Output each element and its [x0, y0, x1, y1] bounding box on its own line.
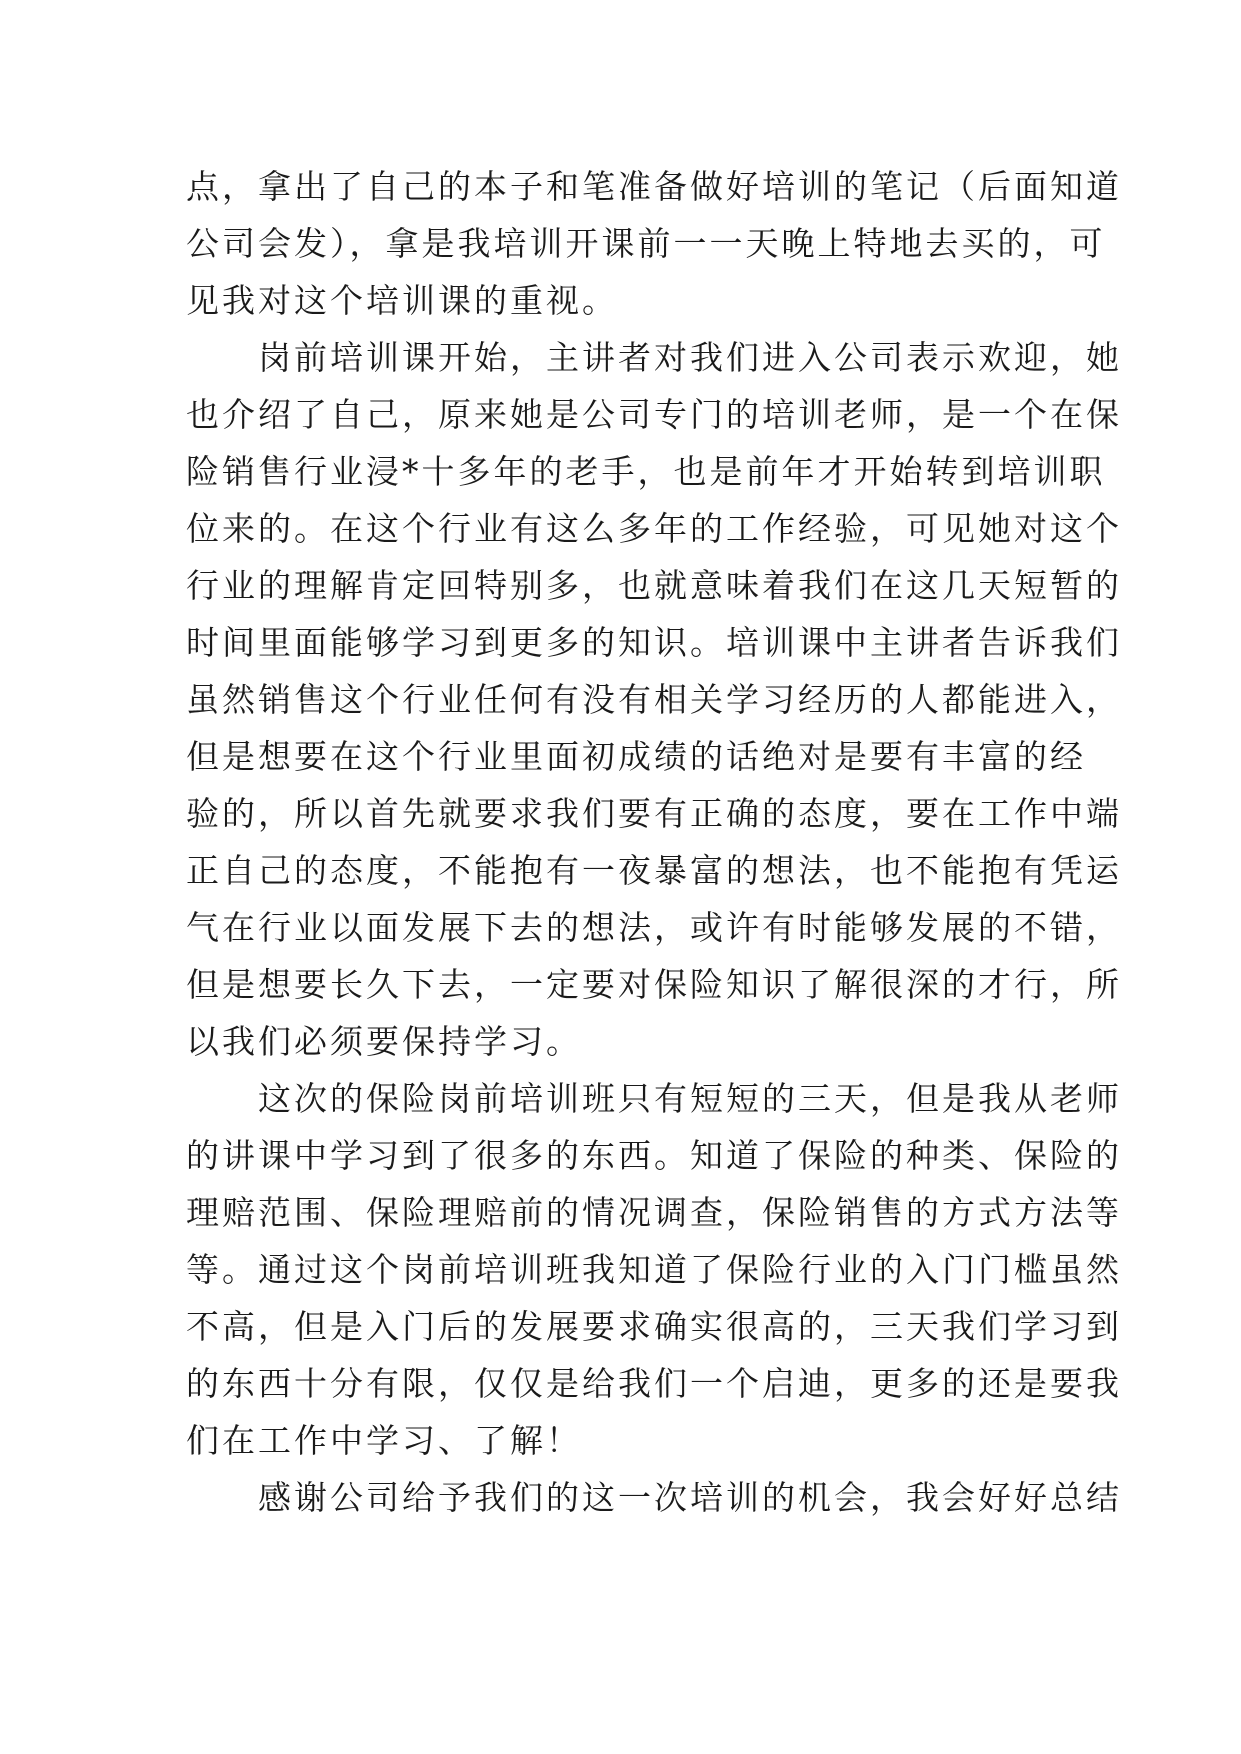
text-line: 等。通过这个岗前培训班我知道了保险行业的入门门槛虽然 [186, 1250, 1122, 1289]
text-line: 点，拿出了自己的本子和笔准备做好培训的笔记（后面知道 [186, 167, 1122, 206]
text-line: 行业的理解肯定回特别多，也就意味着我们在这几天短暂的 [186, 566, 1122, 605]
paragraph-1 [186, 158, 1122, 329]
text-line: 的东西十分有限，仅仅是给我们一个启迪，更多的还是要我 [186, 1364, 1122, 1403]
text-line: 们在工作中学习、了解！ [186, 1421, 582, 1460]
text-line: 验的，所以首先就要求我们要有正确的态度，要在工作中端 [186, 794, 1122, 833]
text-line: 以我们必须要保持学习。 [186, 1022, 582, 1061]
text-line: 气在行业以面发展下去的想法，或许有时能够发展的不错， [186, 908, 1122, 947]
text-line: 但是想要在这个行业里面初成绩的话绝对是要有丰富的经 [186, 737, 1086, 776]
text-line: 见我对这个培训课的重视。 [186, 281, 618, 320]
paragraph-3 [186, 1070, 1122, 1469]
paragraph-2 [186, 329, 1122, 1070]
text-line: 正自己的态度，不能抱有一夜暴富的想法，也不能抱有凭运 [186, 851, 1122, 890]
text-line: 不高，但是入门后的发展要求确实很高的，三天我们学习到 [186, 1307, 1122, 1346]
text-line: 岗前培训课开始，主讲者对我们进入公司表示欢迎，她 [186, 338, 1122, 377]
text-line: 公司会发），拿是我培训开课前一一天晚上特地去买的，可 [186, 224, 1106, 263]
text-line: 感谢公司给予我们的这一次培训的机会，我会好好总结 [186, 1478, 1122, 1517]
text-line: 也介绍了自己，原来她是公司专门的培训老师，是一个在保 [186, 395, 1122, 434]
text-line: 虽然销售这个行业任何有没有相关学习经历的人都能进入， [186, 680, 1122, 719]
text-line: 时间里面能够学习到更多的知识。培训课中主讲者告诉我们 [186, 623, 1122, 662]
text-line: 位来的。在这个行业有这么多年的工作经验，可见她对这个 [186, 509, 1122, 548]
document-body [186, 158, 1122, 1526]
text-line: 理赔范围、保险理赔前的情况调查，保险销售的方式方法等 [186, 1193, 1122, 1232]
text-line: 这次的保险岗前培训班只有短短的三天，但是我从老师 [186, 1079, 1122, 1118]
text-line: 险销售行业浸*十多年的老手，也是前年才开始转到培训职 [186, 452, 1106, 491]
text-line: 的讲课中学习到了很多的东西。知道了保险的种类、保险的 [186, 1136, 1122, 1175]
text-line: 但是想要长久下去，一定要对保险知识了解很深的才行，所 [186, 965, 1122, 1004]
paragraph-4 [186, 1469, 1122, 1526]
